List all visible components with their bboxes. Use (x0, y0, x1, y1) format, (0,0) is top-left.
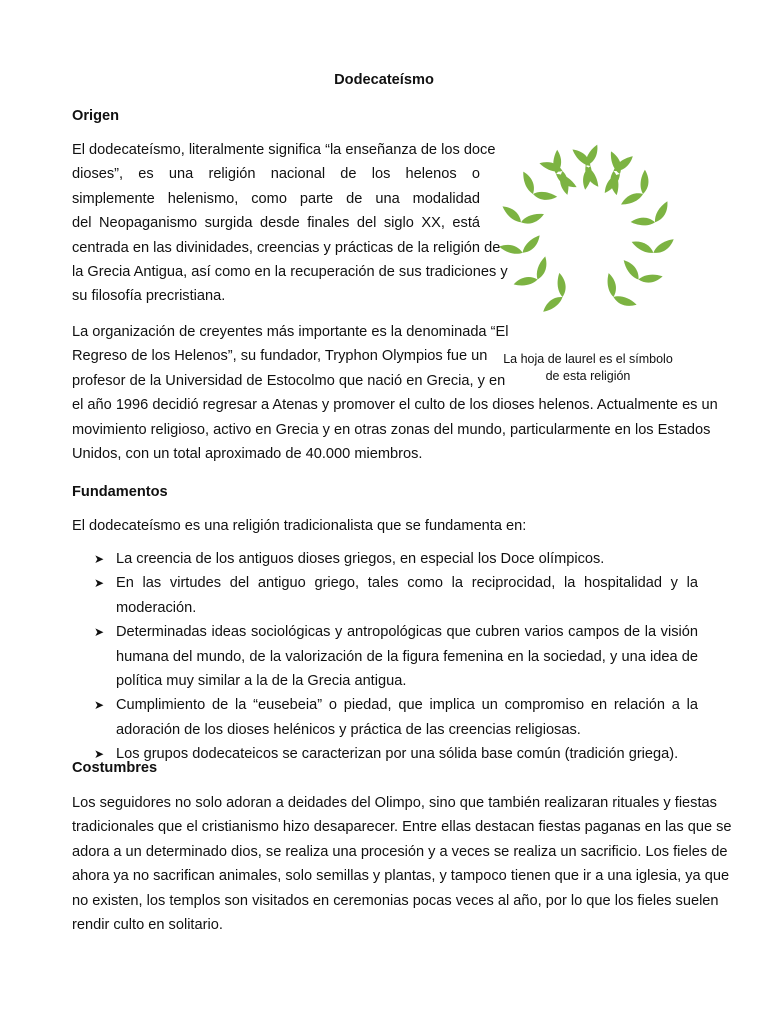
document-title: Dodecateísmo (334, 72, 434, 88)
laurel-leaf (533, 256, 551, 281)
list-item (72, 571, 698, 620)
list-item-text: Determinadas ideas sociológicas y antropológicas que cubren varios campos de la visión humana del mundo, de la valorización de la figura femenina en la sociedad, y una idea de política muy similar a la de la Grecia antigua. (116, 624, 698, 690)
list-item (72, 547, 698, 571)
caption-line: de esta religión (545, 369, 631, 383)
list-item (72, 742, 698, 766)
text-line: su filosofía precristiana. (72, 288, 226, 305)
text-line: La organización de creyentes más importante es la denominada “El (72, 324, 509, 340)
laurel-leaf (619, 191, 644, 205)
laurel-leaf (560, 171, 569, 195)
text-line: rendir culto en solitario. (72, 917, 223, 934)
arrowhead-bullet-icon: ➤ (94, 576, 105, 591)
text-line: Unidos, con un total aproximado de 40.000 miembros. (72, 446, 423, 463)
list-item (72, 620, 698, 693)
laurel-leaf (638, 274, 662, 283)
text-line: movimiento religioso, activo en Grecia y en otras zonas del mundo, particularmente en los Estados (72, 421, 711, 438)
list-item-text: Los grupos dodecateicos se caracterizan por una sólida base común (tradición griega). (116, 746, 679, 763)
text-line: Los seguidores no solo adoran a deidades del Olimpo, sino que también realizaran rituales y fiestas (72, 795, 717, 811)
origen-paragraph-1 (72, 138, 508, 309)
text-line: simplemente helenismo, como parte de una modalidad (72, 190, 480, 207)
laurel-leaf (513, 277, 537, 286)
costumbres-paragraph (72, 791, 732, 937)
list-item-text: En las virtudes del antiguo griego, tales como la reciprocidad, la hospitalidad y la moderación. (116, 575, 698, 616)
text-line: centrada en las divinidades, creencias y prácticas de la religión de (72, 239, 501, 256)
laurel-leaf (651, 238, 676, 255)
arrowhead-bullet-icon: ➤ (94, 552, 105, 566)
laurel-leaf (557, 273, 566, 297)
laurel-leaf (522, 170, 536, 195)
text-line: tradicionales que el cristianismo hizo desaparecer. Entre ellas destacan fiestas paganas en las que se (72, 819, 732, 836)
text-line: el año 1996 decidió regresar a Atenas y promover el culto de los dioses helenos. Actualmente es un (72, 397, 718, 414)
fundamentos-intro: El dodecateísmo es una religión tradicionalista que se fundamenta en: (72, 518, 527, 534)
text-line: Regreso de los Helenos”, su fundador, Tryphon Olympios fue un (72, 348, 488, 365)
laurel-leaf (532, 189, 557, 203)
laurel-leaf (622, 257, 640, 282)
text-line: dioses”, es una religión nacional de los helenos o (72, 166, 480, 183)
laurel-wreath-icon (492, 136, 684, 346)
text-line: no existen, los templos son visitados en ceremonias pocas veces al año, por lo que los fieles suelen (72, 892, 719, 909)
heading-origen: Origen (72, 108, 120, 124)
text-line: ahora ya no sacrifican animales, solo semillas y plantas, y tampoco tienen que ir a una iglesia, ya que (72, 868, 730, 885)
list-item (72, 693, 698, 742)
laurel-leaf (612, 292, 637, 310)
heading-fundamentos: Fundamentos (72, 484, 168, 500)
list-item-text: Cumplimiento de la “eusebeia” o piedad, que implica un compromiso en relación a la adoración de los dioses helénicos y práctica de las creencias religiosas. (116, 697, 698, 738)
laurel-leaf (519, 234, 543, 255)
laurel-leaf (540, 295, 565, 313)
laurel-leaf (631, 236, 655, 257)
arrowhead-bullet-icon: ➤ (94, 625, 105, 640)
laurel-leaf (638, 169, 652, 194)
text-line: del Neopaganismo surgida desde finales del siglo XX, está (72, 215, 480, 232)
laurel-leaf (501, 202, 523, 226)
caption-line: La hoja de laurel es el símbolo (503, 352, 673, 366)
laurel-leaf (607, 273, 616, 297)
text-line: la Grecia Antigua, así como en la recuperación de sus tradiciones y (72, 264, 508, 281)
arrowhead-bullet-icon: ➤ (94, 698, 105, 713)
list-item-text: La creencia de los antiguos dioses griegos, en especial los Doce olímpicos. (116, 551, 605, 567)
text-line: adora a un determinado dios, se realiza una procesión y a veces se realiza un sacrificio. Los fieles de (72, 843, 728, 860)
laurel-leaf (520, 213, 545, 225)
laurel-leaf (630, 215, 655, 227)
laurel-leaf (651, 200, 673, 224)
figure-caption (492, 351, 684, 385)
laurel-figure (492, 136, 684, 350)
text-line: El dodecateísmo, literalmente significa “la enseñanza de los doce (72, 142, 496, 158)
laurel-leaf (498, 240, 523, 257)
heading-costumbres: Costumbres (72, 760, 158, 776)
arrowhead-bullet-icon: ➤ (94, 747, 105, 762)
fundamentos-list (72, 547, 698, 767)
text-line: profesor de la Universidad de Estocolmo que nació en Grecia, y en (72, 372, 506, 389)
